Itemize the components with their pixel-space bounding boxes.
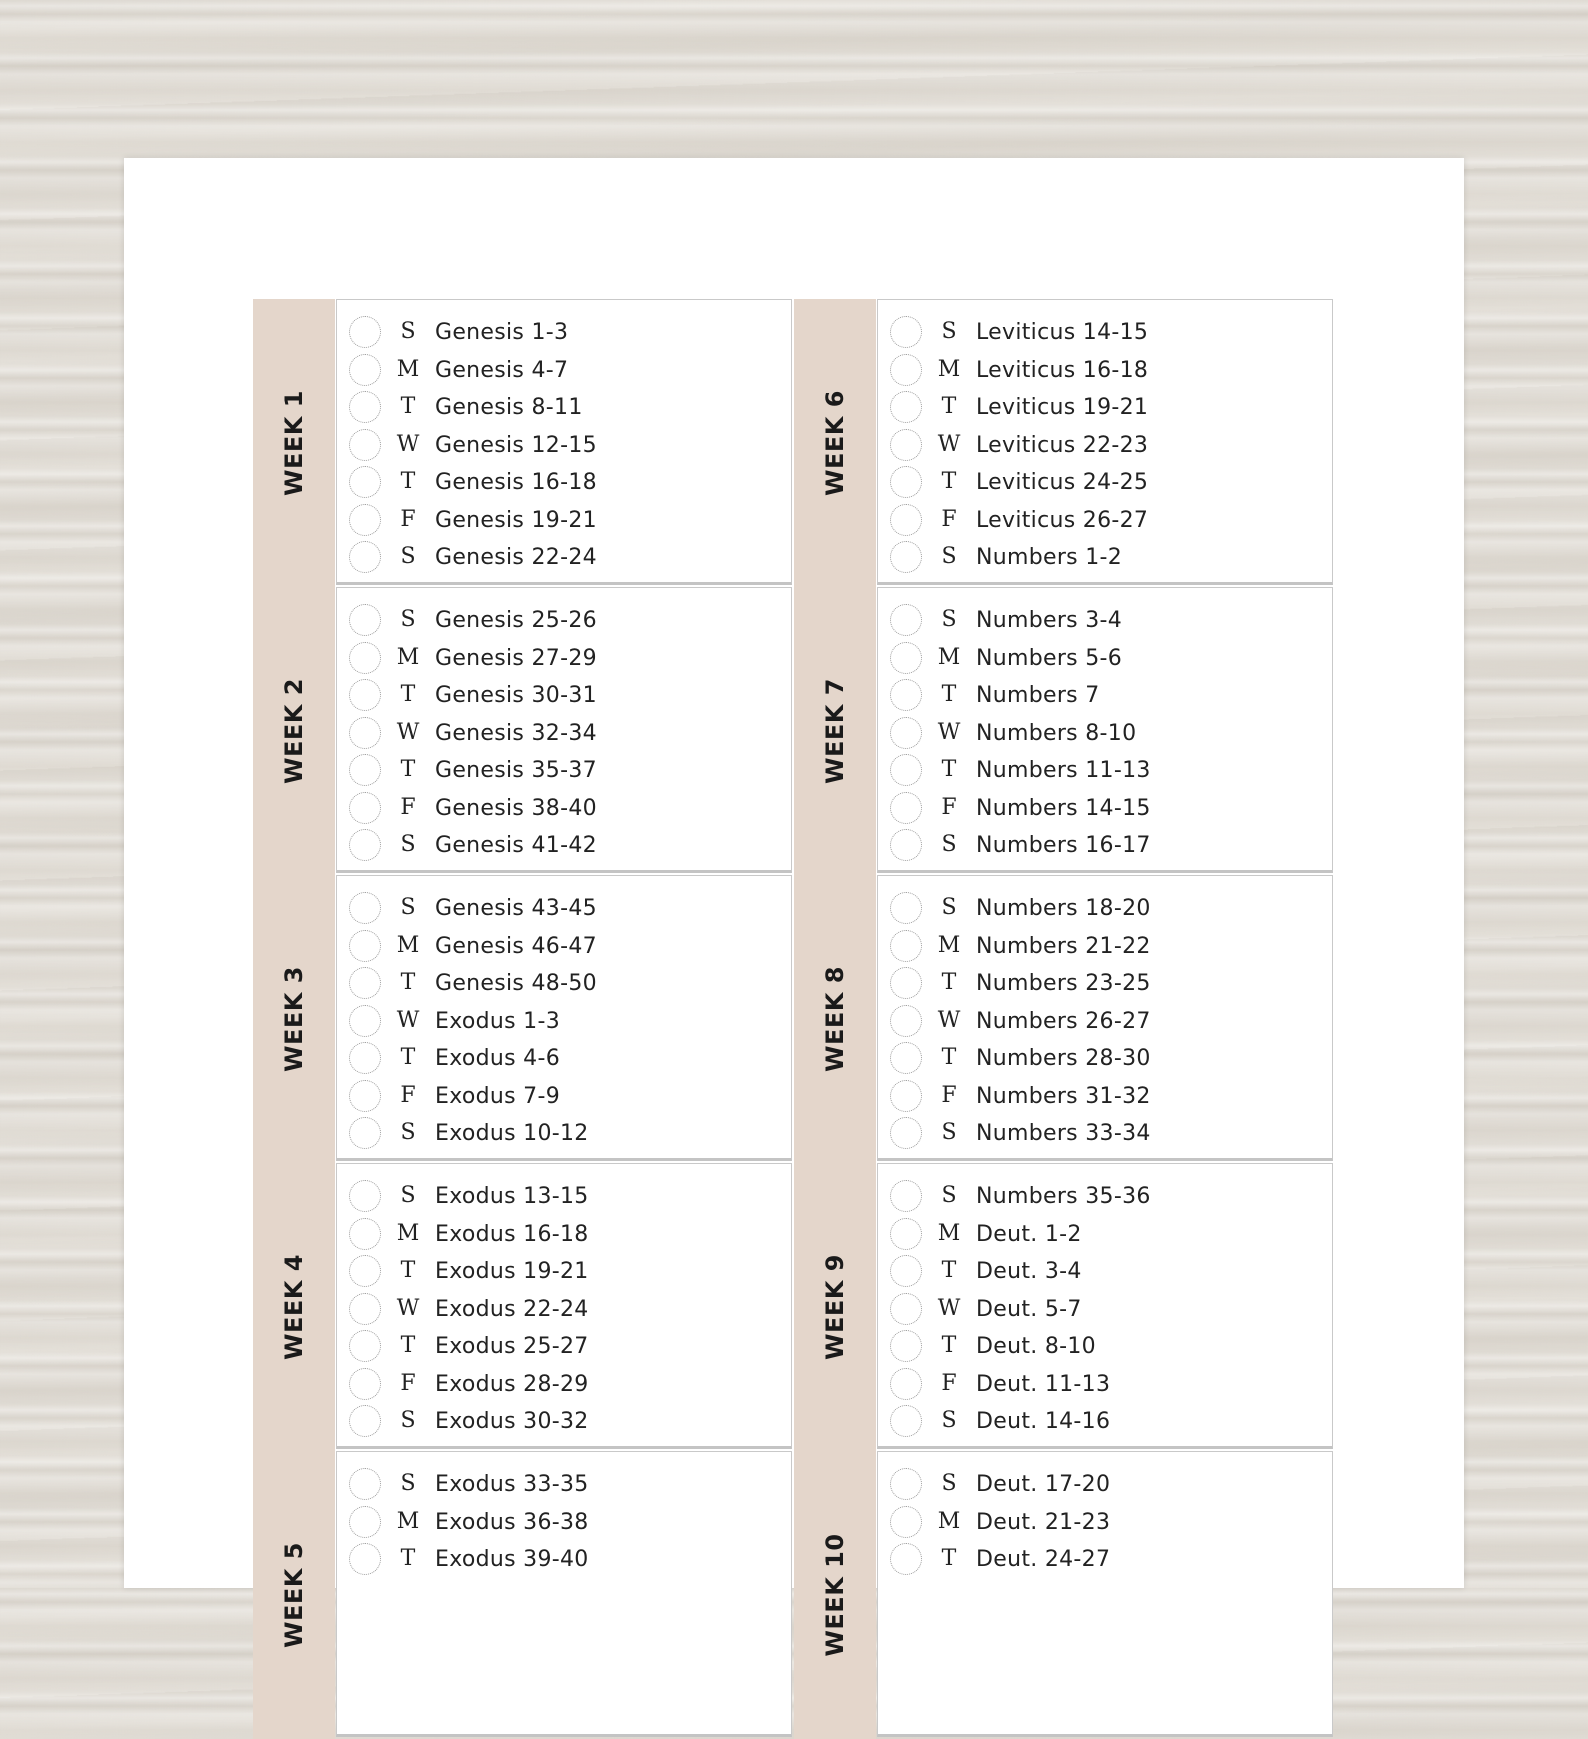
reading-row	[337, 316, 791, 350]
reading-text: Exodus 10-12	[435, 1121, 589, 1146]
reading-row	[337, 1255, 791, 1289]
week-band	[253, 299, 335, 587]
week-reading-list	[877, 1163, 1333, 1449]
reading-text: Exodus 19-21	[435, 1259, 589, 1284]
week-label: WEEK 8	[821, 966, 849, 1072]
week-block	[794, 1163, 1336, 1451]
reading-text: Numbers 21-22	[976, 933, 1151, 959]
checkbox-circle[interactable]	[349, 504, 381, 536]
day-letter: T	[941, 1045, 957, 1070]
checkbox-circle[interactable]	[890, 754, 922, 786]
day-letter: S	[941, 1408, 957, 1433]
checkbox-circle[interactable]	[349, 1255, 381, 1287]
checkbox-circle[interactable]	[349, 930, 381, 962]
day-letter: M	[396, 1508, 420, 1534]
checkbox-circle[interactable]	[890, 1468, 922, 1500]
week-reading-list	[877, 1451, 1333, 1737]
reading-text: Numbers 11-13	[976, 758, 1151, 783]
reading-row	[337, 679, 791, 713]
reading-row	[878, 466, 1332, 500]
reading-text: Leviticus 24-25	[976, 470, 1149, 495]
checkbox-circle[interactable]	[349, 1180, 381, 1212]
reading-row	[337, 642, 791, 676]
week-reading-list	[877, 299, 1333, 585]
week-reading-list	[336, 1163, 792, 1449]
reading-row	[337, 829, 791, 863]
reading-row	[337, 1543, 791, 1577]
reading-row	[878, 1543, 1332, 1577]
checkbox-circle[interactable]	[890, 892, 922, 924]
day-letter: T	[941, 757, 957, 782]
checkbox-circle[interactable]	[890, 1330, 922, 1362]
day-letter: T	[941, 1258, 957, 1283]
reading-row	[337, 1218, 791, 1252]
checkbox-circle[interactable]	[349, 892, 381, 924]
day-letter: S	[941, 895, 957, 920]
week-label: WEEK 9	[821, 1254, 849, 1360]
checkbox-circle[interactable]	[349, 1042, 381, 1074]
reading-text: Genesis 4-7	[435, 357, 569, 383]
reading-text: Genesis 46-47	[435, 933, 597, 959]
checkbox-circle[interactable]	[890, 1005, 922, 1037]
checkbox-circle[interactable]	[890, 930, 922, 962]
day-letter: F	[941, 1082, 957, 1108]
checkbox-circle[interactable]	[349, 1405, 381, 1437]
checkbox-circle[interactable]	[349, 642, 381, 674]
day-letter: W	[396, 1007, 420, 1033]
checkbox-circle[interactable]	[349, 1293, 381, 1325]
week-label: WEEK 10	[821, 1533, 849, 1657]
day-letter: S	[400, 319, 416, 344]
reading-row	[878, 967, 1332, 1001]
checkbox-circle[interactable]	[890, 1180, 922, 1212]
day-letter: W	[937, 719, 961, 745]
day-letter: T	[400, 469, 416, 494]
day-letter: W	[937, 1007, 961, 1033]
checkbox-circle[interactable]	[890, 466, 922, 498]
reading-row	[337, 1293, 791, 1327]
reading-row	[337, 754, 791, 788]
reading-text: Numbers 8-10	[976, 720, 1137, 746]
checkbox-circle[interactable]	[890, 429, 922, 461]
checkbox-circle[interactable]	[890, 316, 922, 348]
checkbox-circle[interactable]	[890, 1506, 922, 1538]
reading-text: Deut. 3-4	[976, 1259, 1082, 1284]
checkbox-circle[interactable]	[890, 642, 922, 674]
reading-text: Deut. 11-13	[976, 1371, 1111, 1397]
week-block	[253, 299, 795, 587]
weeks-column-right	[794, 299, 1336, 1739]
reading-text: Genesis 22-24	[435, 545, 597, 570]
checkbox-circle[interactable]	[349, 1468, 381, 1500]
reading-row	[878, 892, 1332, 926]
reading-row	[878, 1293, 1332, 1327]
reading-row	[337, 1405, 791, 1439]
day-letter: S	[400, 1471, 416, 1496]
week-label: WEEK 3	[280, 966, 308, 1072]
reading-text: Exodus 16-18	[435, 1221, 589, 1247]
reading-row	[337, 1180, 791, 1214]
day-letter: F	[400, 794, 416, 820]
reading-row	[878, 354, 1332, 388]
reading-row	[337, 892, 791, 926]
reading-row	[878, 1506, 1332, 1540]
week-band	[253, 1163, 335, 1451]
checkbox-circle[interactable]	[349, 967, 381, 999]
day-letter: W	[396, 1295, 420, 1321]
reading-text: Genesis 41-42	[435, 833, 597, 858]
checkbox-circle[interactable]	[890, 829, 922, 861]
reading-text: Deut. 14-16	[976, 1409, 1111, 1434]
reading-text: Genesis 1-3	[435, 320, 569, 345]
checkbox-circle[interactable]	[349, 604, 381, 636]
checkbox-circle[interactable]	[890, 541, 922, 573]
checkbox-circle[interactable]	[890, 1368, 922, 1400]
day-letter: S	[941, 544, 957, 569]
week-block	[794, 299, 1336, 587]
reading-text: Exodus 22-24	[435, 1296, 589, 1322]
day-letter: W	[937, 431, 961, 457]
day-letter: T	[941, 682, 957, 707]
day-letter: F	[400, 1370, 416, 1396]
day-letter: F	[941, 506, 957, 532]
day-letter: S	[400, 1408, 416, 1433]
checkbox-circle[interactable]	[890, 717, 922, 749]
week-block	[794, 1451, 1336, 1739]
reading-row	[337, 504, 791, 538]
reading-row	[337, 541, 791, 575]
week-label: WEEK 7	[821, 678, 849, 784]
reading-text: Exodus 33-35	[435, 1472, 589, 1497]
reading-text: Numbers 23-25	[976, 971, 1151, 996]
reading-text: Leviticus 26-27	[976, 507, 1149, 533]
checkbox-circle[interactable]	[349, 829, 381, 861]
checkbox-circle[interactable]	[349, 1218, 381, 1250]
week-label: WEEK 6	[821, 390, 849, 496]
day-letter: F	[400, 506, 416, 532]
reading-text: Genesis 30-31	[435, 683, 597, 708]
checkbox-circle[interactable]	[890, 1405, 922, 1437]
reading-row	[337, 1117, 791, 1151]
reading-row	[337, 792, 791, 826]
week-reading-list	[336, 587, 792, 873]
reading-row	[337, 1080, 791, 1114]
reading-text: Numbers 18-20	[976, 896, 1151, 921]
day-letter: S	[400, 607, 416, 632]
reading-text: Leviticus 19-21	[976, 395, 1149, 420]
reading-text: Genesis 27-29	[435, 645, 597, 671]
day-letter: T	[400, 1258, 416, 1283]
reading-row	[878, 679, 1332, 713]
reading-text: Deut. 5-7	[976, 1296, 1082, 1322]
checkbox-circle[interactable]	[890, 391, 922, 423]
checkbox-circle[interactable]	[349, 1368, 381, 1400]
day-letter: M	[396, 356, 420, 382]
day-letter: S	[941, 319, 957, 344]
checkbox-circle[interactable]	[890, 354, 922, 386]
reading-row	[878, 604, 1332, 638]
week-band	[794, 299, 876, 587]
day-letter: T	[400, 1546, 416, 1571]
week-band	[794, 1451, 876, 1739]
reading-row	[337, 1005, 791, 1039]
reading-row	[878, 429, 1332, 463]
reading-text: Exodus 28-29	[435, 1371, 589, 1397]
reading-row	[878, 1330, 1332, 1364]
checkbox-circle[interactable]	[349, 1080, 381, 1112]
checkbox-circle[interactable]	[890, 604, 922, 636]
day-letter: T	[400, 757, 416, 782]
reading-text: Numbers 16-17	[976, 833, 1151, 858]
reading-text: Numbers 7	[976, 683, 1100, 708]
reading-text: Numbers 14-15	[976, 795, 1151, 821]
day-letter: M	[396, 644, 420, 670]
week-label: WEEK 5	[280, 1542, 308, 1648]
checkbox-circle[interactable]	[890, 1293, 922, 1325]
reading-row	[337, 604, 791, 638]
week-band	[794, 1163, 876, 1451]
reading-text: Numbers 1-2	[976, 545, 1123, 570]
reading-row	[878, 717, 1332, 751]
reading-text: Leviticus 16-18	[976, 357, 1149, 383]
reading-text: Deut. 21-23	[976, 1509, 1111, 1535]
week-reading-list	[336, 299, 792, 585]
week-band	[253, 875, 335, 1163]
reading-row	[878, 930, 1332, 964]
checkbox-circle[interactable]	[349, 1506, 381, 1538]
reading-text: Genesis 43-45	[435, 896, 597, 921]
checkbox-circle[interactable]	[890, 967, 922, 999]
reading-text: Exodus 13-15	[435, 1184, 589, 1209]
reading-text: Numbers 3-4	[976, 608, 1123, 633]
reading-text: Exodus 7-9	[435, 1083, 560, 1109]
reading-text: Leviticus 22-23	[976, 432, 1149, 458]
day-letter: T	[941, 469, 957, 494]
checkbox-circle[interactable]	[349, 1543, 381, 1575]
reading-row	[337, 967, 791, 1001]
day-letter: T	[941, 1333, 957, 1358]
reading-row	[878, 541, 1332, 575]
reading-text: Genesis 38-40	[435, 795, 597, 821]
day-letter: W	[937, 1295, 961, 1321]
checkbox-circle[interactable]	[349, 391, 381, 423]
day-letter: S	[941, 1471, 957, 1496]
checkbox-circle[interactable]	[349, 466, 381, 498]
day-letter: M	[937, 932, 961, 958]
day-letter: T	[400, 1333, 416, 1358]
day-letter: S	[941, 1120, 957, 1145]
reading-row	[878, 642, 1332, 676]
reading-text: Deut. 24-27	[976, 1547, 1111, 1572]
reading-row	[878, 504, 1332, 538]
reading-row	[337, 1468, 791, 1502]
reading-row	[878, 829, 1332, 863]
reading-text: Exodus 39-40	[435, 1547, 589, 1572]
reading-row	[878, 792, 1332, 826]
weeks-column-left	[253, 299, 795, 1739]
week-block	[253, 875, 795, 1163]
week-reading-list	[877, 587, 1333, 873]
checkbox-circle[interactable]	[890, 504, 922, 536]
checkbox-circle[interactable]	[890, 1543, 922, 1575]
reading-text: Numbers 5-6	[976, 645, 1123, 671]
reading-text: Genesis 48-50	[435, 971, 597, 996]
day-letter: T	[400, 970, 416, 995]
reading-row	[337, 1506, 791, 1540]
reading-text: Exodus 25-27	[435, 1334, 589, 1359]
day-letter: S	[400, 895, 416, 920]
reading-text: Exodus 4-6	[435, 1046, 560, 1071]
week-reading-list	[877, 875, 1333, 1161]
checkbox-circle[interactable]	[890, 1218, 922, 1250]
reading-row	[337, 466, 791, 500]
week-band	[253, 587, 335, 875]
day-letter: M	[396, 932, 420, 958]
reading-text: Genesis 12-15	[435, 432, 597, 458]
checkbox-circle[interactable]	[349, 354, 381, 386]
reading-text: Genesis 32-34	[435, 720, 597, 746]
reading-row	[337, 1330, 791, 1364]
day-letter: T	[400, 682, 416, 707]
checkbox-circle[interactable]	[890, 792, 922, 824]
reading-text: Numbers 35-36	[976, 1184, 1151, 1209]
reading-text: Exodus 36-38	[435, 1509, 589, 1535]
reading-row	[878, 1005, 1332, 1039]
day-letter: T	[941, 970, 957, 995]
day-letter: S	[941, 1183, 957, 1208]
reading-row	[878, 316, 1332, 350]
day-letter: T	[941, 394, 957, 419]
reading-row	[337, 429, 791, 463]
week-label: WEEK 2	[280, 678, 308, 784]
reading-row	[337, 391, 791, 425]
reading-text: Numbers 28-30	[976, 1046, 1151, 1071]
checkbox-circle[interactable]	[349, 1330, 381, 1362]
reading-row	[337, 354, 791, 388]
day-letter: M	[937, 356, 961, 382]
reading-text: Numbers 33-34	[976, 1121, 1151, 1146]
day-letter: S	[941, 832, 957, 857]
day-letter: T	[400, 1045, 416, 1070]
day-letter: F	[941, 1370, 957, 1396]
checkbox-circle[interactable]	[349, 717, 381, 749]
day-letter: W	[396, 719, 420, 745]
reading-row	[878, 391, 1332, 425]
reading-text: Numbers 26-27	[976, 1008, 1151, 1034]
week-band	[253, 1451, 335, 1739]
reading-text: Genesis 16-18	[435, 470, 597, 495]
checkbox-circle[interactable]	[349, 541, 381, 573]
day-letter: M	[937, 644, 961, 670]
day-letter: T	[400, 394, 416, 419]
checkbox-circle[interactable]	[890, 1080, 922, 1112]
day-letter: M	[937, 1508, 961, 1534]
week-block	[794, 875, 1336, 1163]
week-block	[253, 587, 795, 875]
checkbox-circle[interactable]	[890, 1042, 922, 1074]
checkbox-circle[interactable]	[349, 1117, 381, 1149]
checkbox-circle[interactable]	[890, 1255, 922, 1287]
week-block	[253, 1451, 795, 1739]
reading-row	[337, 1368, 791, 1402]
reading-text: Numbers 31-32	[976, 1083, 1151, 1109]
day-letter: S	[400, 832, 416, 857]
day-letter: S	[400, 1183, 416, 1208]
reading-text: Genesis 25-26	[435, 608, 597, 633]
checkbox-circle[interactable]	[349, 316, 381, 348]
reading-row	[878, 1255, 1332, 1289]
day-letter: T	[941, 1546, 957, 1571]
checkbox-circle[interactable]	[349, 1005, 381, 1037]
week-band	[794, 875, 876, 1163]
reading-row	[878, 1468, 1332, 1502]
day-letter: W	[396, 431, 420, 457]
week-block	[794, 587, 1336, 875]
checkbox-circle[interactable]	[349, 679, 381, 711]
reading-row	[878, 1218, 1332, 1252]
reading-text: Deut. 1-2	[976, 1221, 1082, 1247]
reading-text: Genesis 19-21	[435, 507, 597, 533]
checkbox-circle[interactable]	[349, 429, 381, 461]
reading-text: Leviticus 14-15	[976, 320, 1149, 345]
checkbox-circle[interactable]	[349, 754, 381, 786]
day-letter: S	[941, 607, 957, 632]
week-band	[794, 587, 876, 875]
reading-row	[878, 1042, 1332, 1076]
reading-row	[878, 1117, 1332, 1151]
week-reading-list	[336, 1451, 792, 1737]
reading-text: Exodus 1-3	[435, 1008, 560, 1034]
checkbox-circle[interactable]	[890, 1117, 922, 1149]
reading-row	[878, 1368, 1332, 1402]
reading-text: Genesis 8-11	[435, 395, 583, 420]
reading-row	[878, 1405, 1332, 1439]
day-letter: F	[941, 794, 957, 820]
reading-row	[337, 930, 791, 964]
day-letter: M	[396, 1220, 420, 1246]
reading-text: Deut. 8-10	[976, 1334, 1096, 1359]
day-letter: F	[400, 1082, 416, 1108]
reading-text: Deut. 17-20	[976, 1472, 1111, 1497]
week-label: WEEK 1	[280, 390, 308, 496]
reading-row	[878, 754, 1332, 788]
day-letter: S	[400, 544, 416, 569]
reading-text: Genesis 35-37	[435, 758, 597, 783]
reading-row	[337, 717, 791, 751]
week-block	[253, 1163, 795, 1451]
week-reading-list	[336, 875, 792, 1161]
day-letter: M	[937, 1220, 961, 1246]
reading-text: Exodus 30-32	[435, 1409, 589, 1434]
day-letter: S	[400, 1120, 416, 1145]
reading-row	[878, 1180, 1332, 1214]
checkbox-circle[interactable]	[349, 792, 381, 824]
week-label: WEEK 4	[280, 1254, 308, 1360]
reading-row	[878, 1080, 1332, 1114]
reading-row	[337, 1042, 791, 1076]
checkbox-circle[interactable]	[890, 679, 922, 711]
